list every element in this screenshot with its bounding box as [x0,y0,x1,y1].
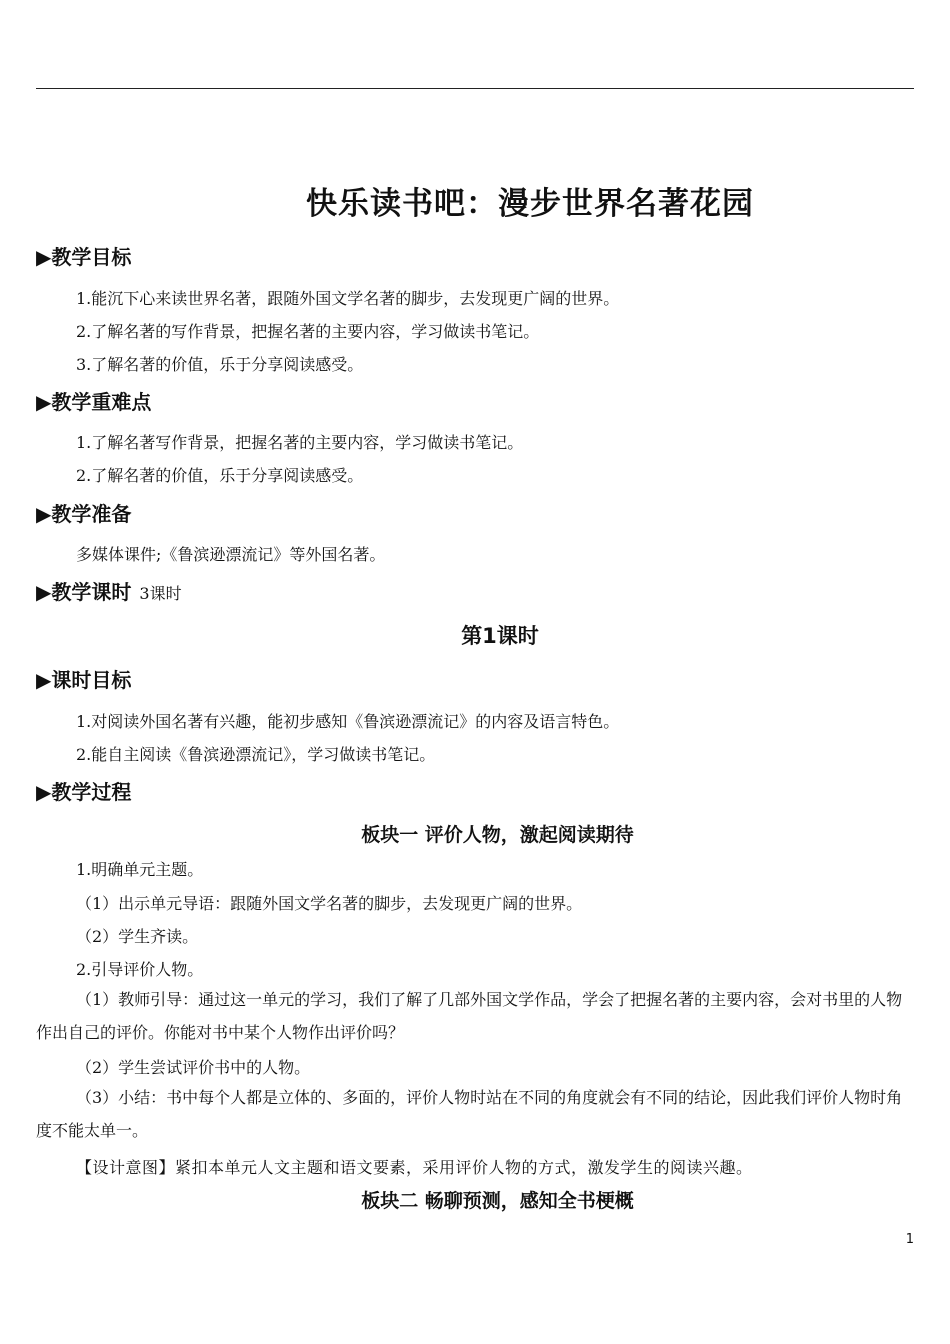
lesson-goal-item: 2.能自主阅读《鲁滨逊漂流记》，学习做读书笔记。 [76,745,436,764]
preparation-heading: ▶教学准备 [36,502,132,526]
periods-value: 3课时 [139,584,182,603]
page-number: 1 [905,1232,914,1247]
key-point-item: 1.了解名著写作背景，把握名著的主要内容，学习做读书笔记。 [76,433,524,452]
block1-line: （2）学生尝试评价书中的人物。 [76,1058,311,1077]
header-rule [36,88,914,89]
design-intent: 【设计意图】紧扣本单元人文主题和语文要素，采用评价人物的方式，激发学生的阅读兴趣。 [76,1158,753,1177]
block1-line: （1）出示单元导语：跟随外国文学名著的脚步，去发现更广阔的世界。 [76,894,583,913]
key-points-heading: ▶教学重难点 [36,390,152,414]
process-heading: ▶教学过程 [36,780,132,804]
objective-item: 2.了解名著的写作背景，把握名著的主要内容，学习做读书笔记。 [76,322,540,341]
block1-summary: （3）小结：书中每个人都是立体的、多面的，评价人物时站在不同的角度就会有不同的结论，因此我们评价人物时角度不能太单一。 [36,1088,903,1140]
block1-paragraph: （1）教师引导：通过这一单元的学习，我们了解了几部外国文学作品，学会了把握名著的主要内容，会对书里的人物作出自己的评价。你能对书中某个人物作出评价吗？ [36,990,903,1042]
periods-label: ▶教学课时 [36,580,132,604]
block1-line: 1.明确单元主题。 [76,860,204,879]
key-point-item: 2.了解名著的价值，乐于分享阅读感受。 [76,466,364,485]
objective-item: 3.了解名著的价值，乐于分享阅读感受。 [76,355,364,374]
preparation-text: 多媒体课件;《鲁滨逊漂流记》等外国名著。 [76,545,386,564]
lesson-goal-item: 1.对阅读外国名著有兴趣，能初步感知《鲁滨逊漂流记》的内容及语言特色。 [76,712,620,731]
periods-heading [36,576,182,605]
objective-item: 1.能沉下心来读世界名著，跟随外国文学名著的脚步，去发现更广阔的世界。 [76,289,620,308]
block1-line: 2.引导评价人物。 [76,960,204,979]
lesson-goals-heading: ▶课时目标 [36,668,132,692]
lesson-heading: 第1课时 [461,624,539,648]
block1-heading: 板块一 评价人物，激起阅读期待 [361,824,634,846]
block2-heading: 板块二 畅聊预测，感知全书梗概 [361,1190,634,1212]
objectives-heading: ▶教学目标 [36,245,132,269]
page-title: 快乐读书吧：漫步世界名著花园 [306,186,754,222]
block1-line: （2）学生齐读。 [76,927,199,946]
